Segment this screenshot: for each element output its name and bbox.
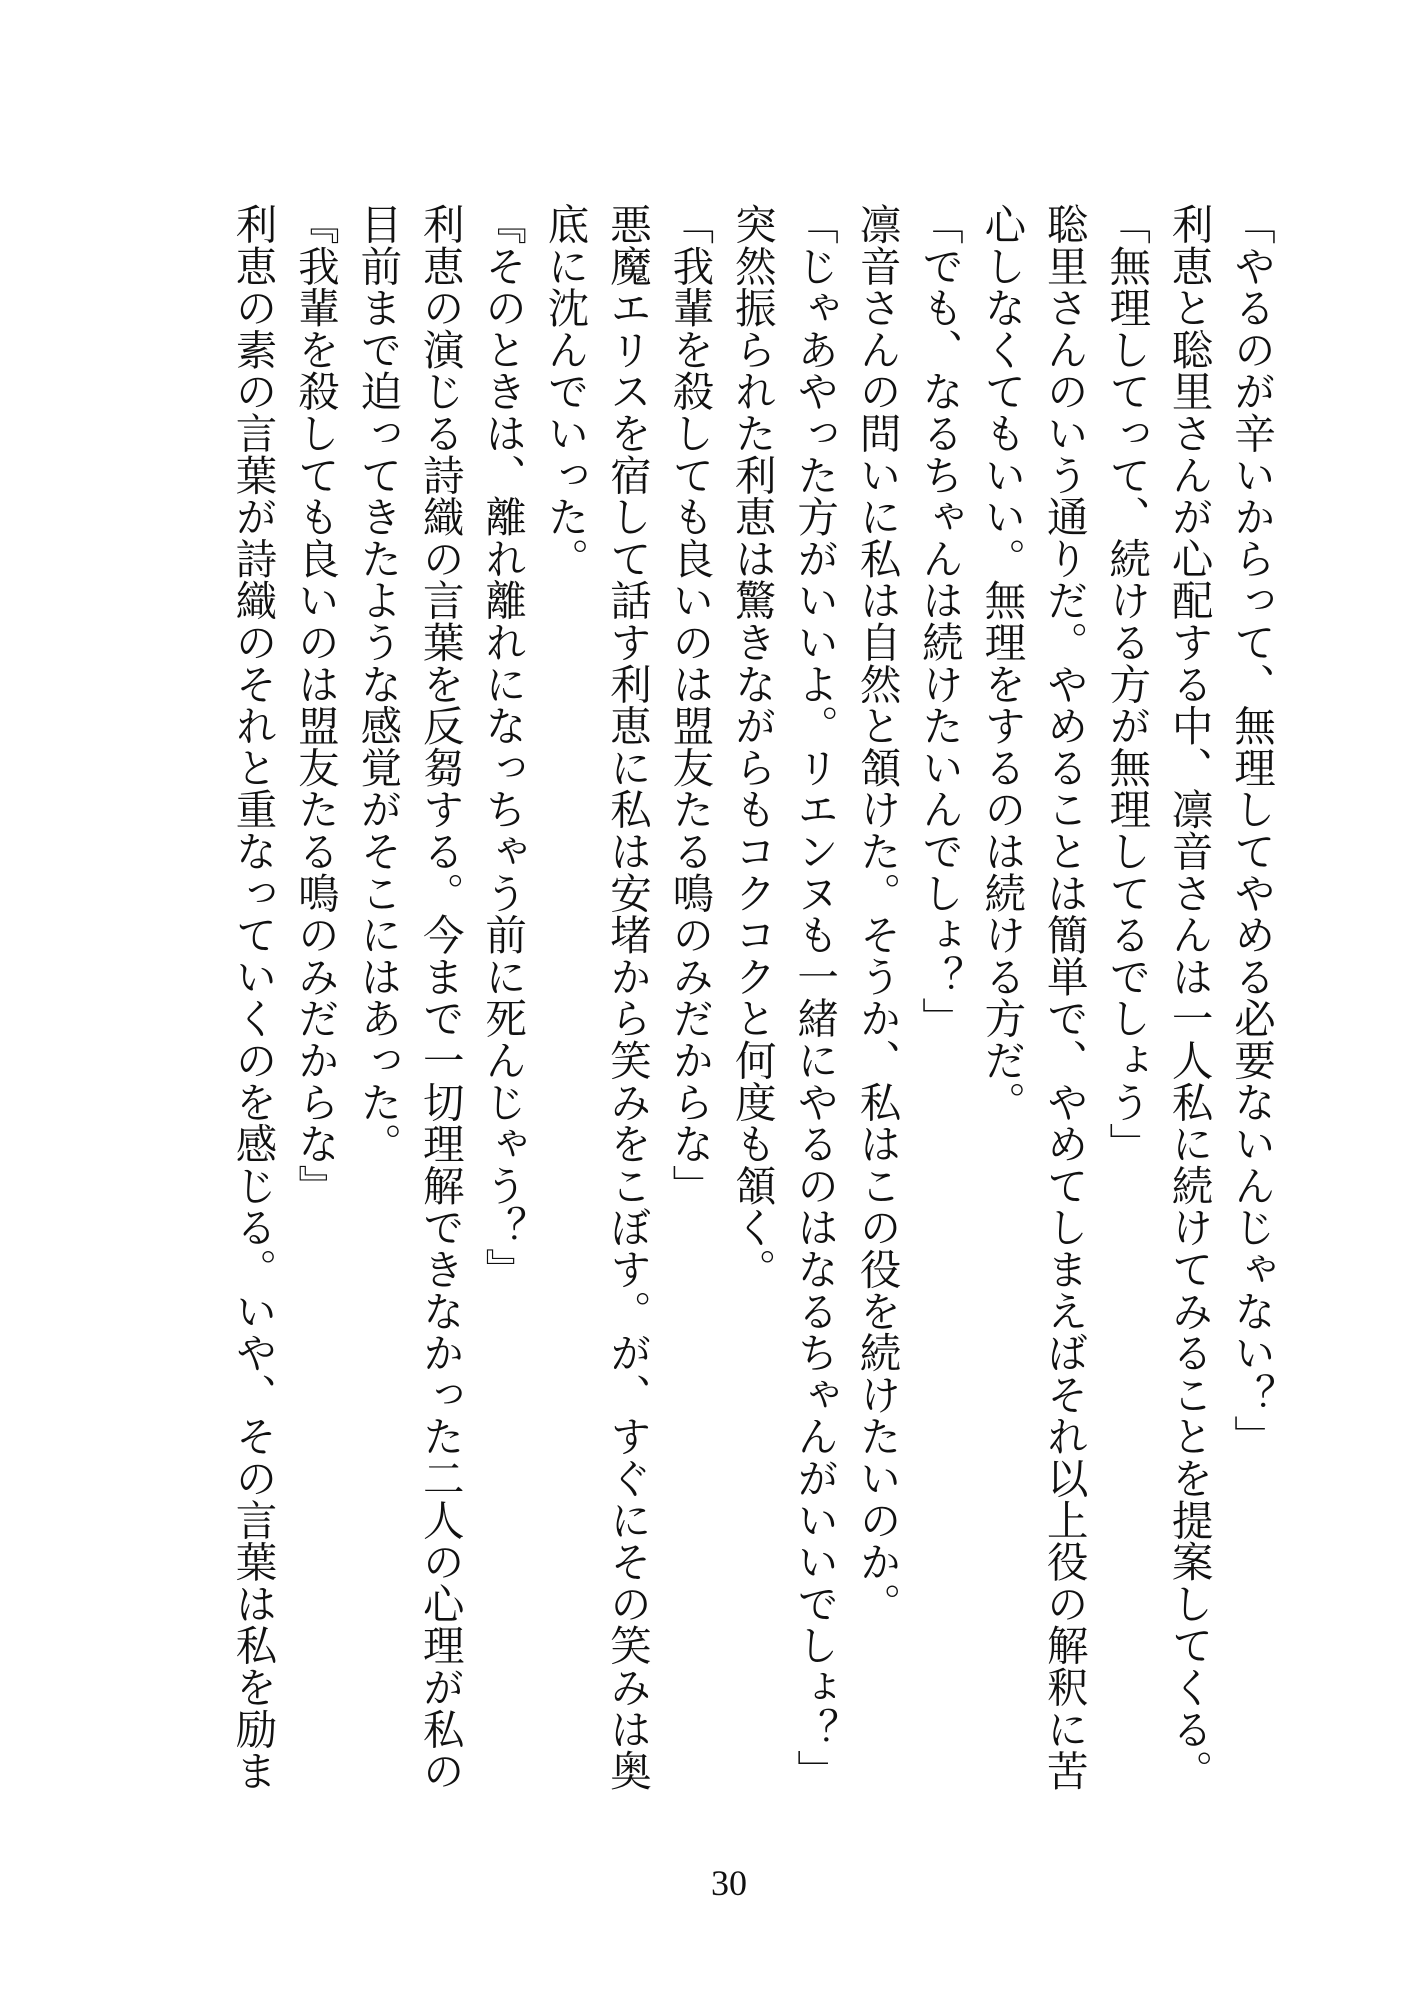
text-line: 利恵の素の言葉が詩織のそれと重なっていくのを感じる。いや、その言葉は私を励ま <box>228 203 278 1792</box>
text-line: 『そのときは、離れ離れになっちゃう前に死んじゃう？』 <box>478 203 528 1290</box>
page-number: 30 <box>711 1863 747 1903</box>
text-line: 聡里さんのいう通りだ。やめることは簡単で、やめてしまえばそれ以上役の解釈に苦 <box>1039 203 1089 1792</box>
text-line: 『我輩を殺しても良いのは盟友たる鳴のみだからな』 <box>290 203 340 1207</box>
text-line: 「無理してって、続ける方が無理してるでしょう」 <box>1102 203 1152 1165</box>
body-text <box>221 203 1282 1823</box>
text-line: 突然振られた利恵は驚きながらもコクコクと何度も頷く。 <box>727 203 777 1290</box>
text-line: 底に沈んでいった。 <box>540 203 590 580</box>
text-line: 目前まで迫ってきたような感覚がそこにはあった。 <box>353 203 403 1165</box>
text-line: 利恵の演じる詩織の言葉を反芻する。今まで一切理解できなかった二人の心理が私の <box>415 203 465 1792</box>
text-line: 「じゃあやった方がいいよ。リエンヌも一緒にやるのはなるちゃんがいいでしょ？」 <box>790 203 840 1792</box>
text-line: 「我輩を殺しても良いのは盟友たる鳴のみだからな」 <box>665 203 715 1207</box>
text-line: 利恵と聡里さんが心配する中、凛音さんは一人私に続けてみることを提案してくる。 <box>1164 203 1214 1792</box>
text-line: 「やるのが辛いからって、無理してやめる必要ないんじゃない？」 <box>1227 203 1276 1457</box>
text-line: 「でも、なるちゃんは続けたいんでしょ？」 <box>914 203 964 1039</box>
text-line: 悪魔エリスを宿して話す利恵に私は安堵から笑みをこぼす。が、すぐにその笑みは奥 <box>602 203 652 1792</box>
text-line: 心しなくてもいい。無理をするのは続ける方だ。 <box>977 203 1027 1123</box>
text-line: 凛音さんの問いに私は自然と頷けた。そうか、私はこの役を続けたいのか。 <box>852 203 902 1625</box>
